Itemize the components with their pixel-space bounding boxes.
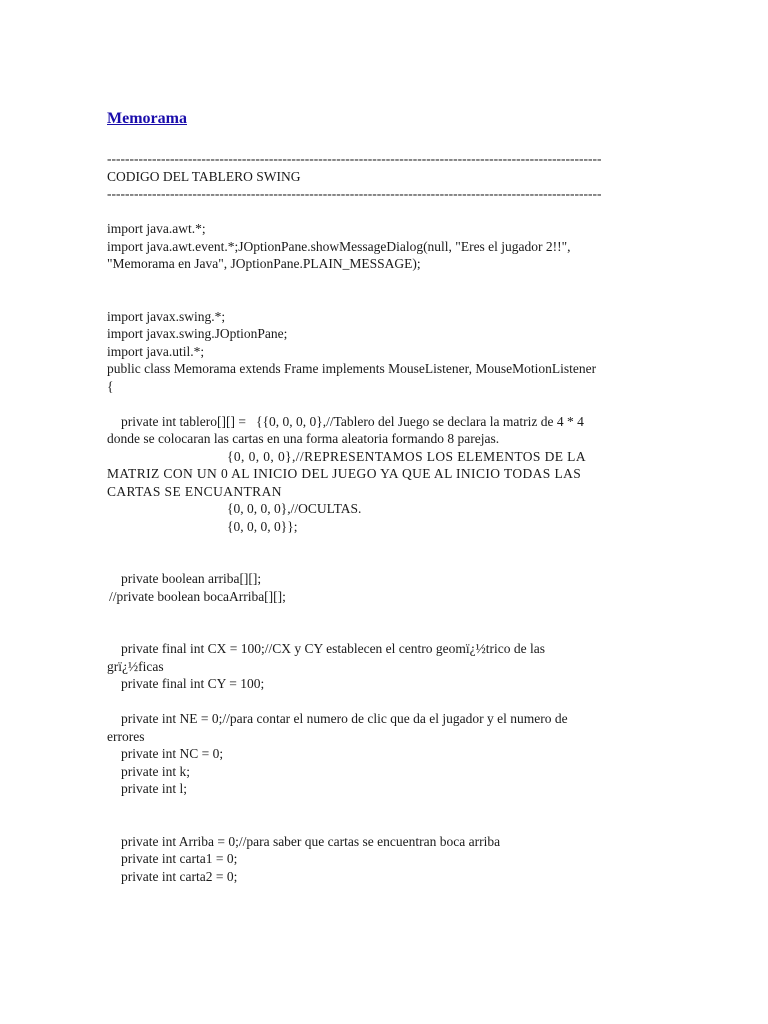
separator-rule-top: -------------------------------------------------------------------------------------------------------------- <box>107 151 602 166</box>
code-line-carta2: private int carta2 = 0; <box>121 868 238 884</box>
blank-line <box>107 815 667 833</box>
code-line-row4: {0, 0, 0, 0}}; <box>227 518 298 534</box>
code-line-import-util: import java.util.*; <box>107 343 205 359</box>
code-line-arriba-decl: private boolean arriba[][]; <box>121 571 262 586</box>
code-line-cy-decl: private final int CY = 100; <box>121 676 265 691</box>
blank-line <box>107 623 667 641</box>
blank-line <box>107 693 667 711</box>
code-line-import-joption: import javax.swing.JOptionPane; <box>107 326 288 341</box>
code-listing <box>107 150 667 885</box>
code-line-row2: {0, 0, 0, 0},//REPRESENTAMOS LOS ELEMENTOS DE LA <box>227 448 586 464</box>
code-line-cx-cont: grï¿½ficas <box>107 658 164 674</box>
code-line-l-decl: private int l; <box>121 781 187 796</box>
code-line-row2-cont2: CARTAS SE ENCUANTRAN <box>107 483 282 499</box>
code-line-carta1: private int carta1 = 0; <box>121 851 238 866</box>
code-line-row2-cont1: MATRIZ CON UN 0 AL INICIO DEL JUEGO YA QUE AL INICIO TODAS LAS <box>107 466 582 481</box>
blank-line <box>107 395 667 413</box>
blank-line <box>107 290 667 308</box>
code-line-cx-decl: private final int CX = 100;//CX y CY establecen el centro geomï¿½trico de las <box>121 641 545 656</box>
separator-rule-bottom: -------------------------------------------------------------------------------------------------------------- <box>107 186 602 201</box>
blank-line <box>107 273 667 291</box>
code-line-k-decl: private int k; <box>121 763 190 779</box>
blank-line <box>107 535 667 553</box>
blank-line <box>107 605 667 623</box>
blank-line <box>107 553 667 571</box>
code-line-arriba-count: private int Arriba = 0;//para saber que cartas se encuentran boca arriba <box>121 833 501 849</box>
blank-line <box>107 203 667 221</box>
code-line-message-cont: "Memorama en Java", JOptionPane.PLAIN_MESSAGE); <box>107 256 421 271</box>
code-line-tablero-cont: donde se colocaran las cartas en una forma aleatoria formando 8 parejas. <box>107 431 500 446</box>
memorama-title-link[interactable]: Memorama <box>107 110 187 127</box>
code-line-ne-cont: errores <box>107 728 145 744</box>
code-line-import-swing: import javax.swing.*; <box>107 308 226 324</box>
blank-line <box>107 798 667 816</box>
code-line-row3: {0, 0, 0, 0},//OCULTAS. <box>227 501 362 516</box>
code-line-open-brace: { <box>107 378 114 394</box>
section-title: CODIGO DEL TABLERO SWING <box>107 168 301 184</box>
code-line-import-awt: import java.awt.*; <box>107 221 206 236</box>
code-line-boca-arriba: //private boolean bocaArriba[][]; <box>109 588 286 604</box>
code-line-import-awt-event: import java.awt.event.*;JOptionPane.showMessageDialog(null, "Eres el jugador 2!!", <box>107 238 571 254</box>
code-line-class-decl: public class Memorama extends Frame implements MouseListener, MouseMotionListener <box>107 361 597 376</box>
code-line-tablero-decl: private int tablero[][] = {{0, 0, 0, 0},//Tablero del Juego se declara la matriz de 4 * 4 <box>121 413 584 429</box>
code-line-ne-decl: private int NE = 0;//para contar el numero de clic que da el jugador y el numero de <box>121 711 568 726</box>
code-line-nc-decl: private int NC = 0; <box>121 746 224 761</box>
